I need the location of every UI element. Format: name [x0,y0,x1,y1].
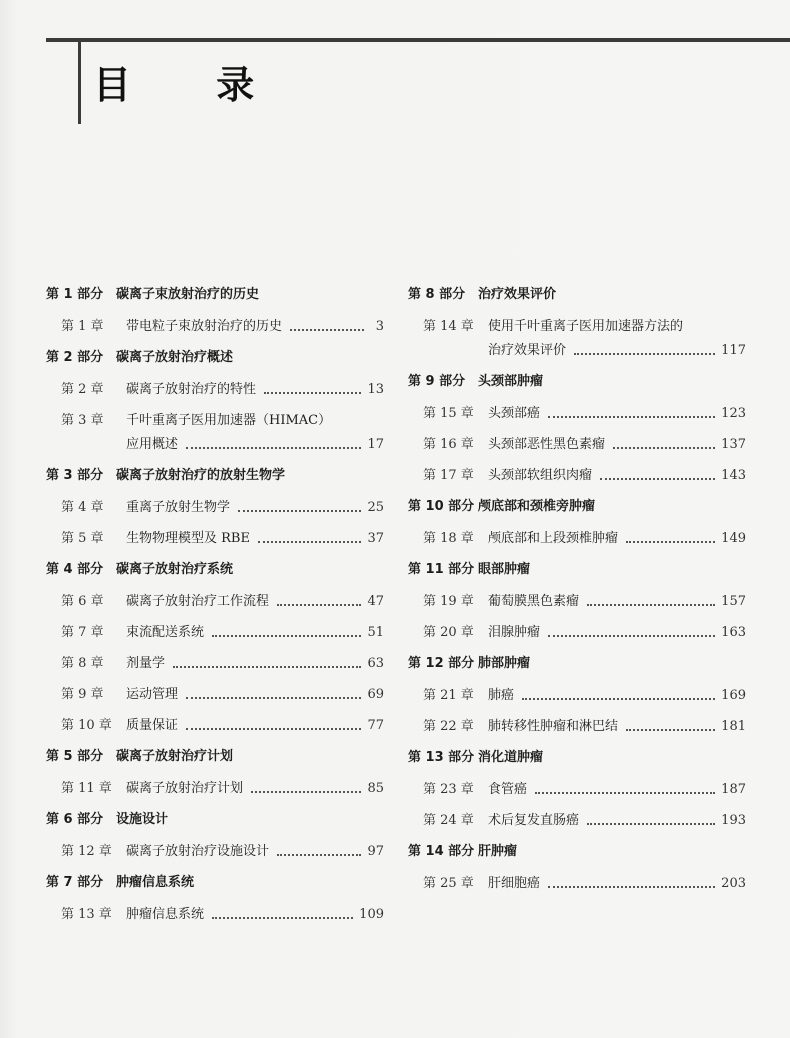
chapter-number: 第 16 章 [423,437,474,452]
toc-column-right [408,284,746,904]
toc-chapter-entry[interactable] [423,778,746,802]
part-number: 第 11 部分 [408,562,475,577]
page-number: 3 [375,319,384,334]
chapter-title: 肿瘤信息系统 [126,907,205,922]
part-number: 第 3 部分 [46,468,104,483]
chapter-number: 第 6 章 [61,594,104,609]
page-number: 123 [721,406,746,421]
chapter-title-row [488,715,746,739]
toc-chapter-entry[interactable] [61,315,384,339]
chapter-title-row [488,778,746,802]
chapter-title: 碳离子放射治疗设施设计 [126,844,270,859]
chapter-title: 头颈部软组织肉瘤 [488,468,593,483]
chapter-number: 第 23 章 [423,782,474,797]
part-number: 第 2 部分 [46,350,104,365]
chapter-title-row [126,409,384,433]
page-number: 187 [721,782,746,797]
toc-chapter-entry[interactable] [423,715,746,739]
chapter-title: 肺转移性肿瘤和淋巴结 [488,719,619,734]
toc-chapter-entry[interactable] [61,621,384,645]
part-title: 肺部肿瘤 [478,656,531,671]
chapter-title: 重离子放射生物学 [126,500,231,515]
chapter-title-row [126,527,384,551]
part-number: 第 7 部分 [46,875,104,890]
part-number: 第 13 部分 [408,750,475,765]
dot-leader [290,328,364,331]
part-title: 头颈部肿瘤 [478,374,544,389]
chapter-title: 碳离子放射治疗的特性 [126,382,257,397]
page-number: 63 [367,656,384,671]
page-number: 37 [367,531,384,546]
chapter-title-block [488,684,746,708]
chapter-title-block [126,903,384,927]
chapter-number: 第 14 章 [423,319,474,334]
toc-chapter-entry[interactable] [61,714,384,738]
part-title: 肝肿瘤 [478,844,518,859]
page-number: 149 [721,531,746,546]
chapter-title-row [488,684,746,708]
toc-part-group [408,841,746,896]
dot-leader [277,603,361,606]
chapter-title-row [488,433,746,457]
page-number: 181 [721,719,746,734]
chapter-number: 第 25 章 [423,876,474,891]
dot-leader [173,665,361,668]
part-title: 设施设计 [116,812,169,827]
toc-part-group [46,284,384,339]
chapter-title-row [488,590,746,614]
toc-chapter-entry[interactable] [423,621,746,645]
chapter-title-row [126,777,384,801]
toc-part-heading[interactable] [408,559,746,581]
toc-part-group [408,559,746,645]
chapter-number: 第 18 章 [423,531,474,546]
chapter-title: 头颈部癌 [488,406,541,421]
dot-leader [626,728,715,731]
toc-part-heading[interactable] [46,347,384,369]
toc-part-heading[interactable] [46,809,384,831]
chapter-title-block [126,840,384,864]
chapter-title-block [126,714,384,738]
chapter-number: 第 3 章 [61,413,104,428]
toc-chapter-entry[interactable] [423,315,746,363]
toc-part-group [408,747,746,833]
chapter-title: 葡萄膜黑色素瘤 [488,594,580,609]
toc-part-group [46,559,384,738]
toc-part-heading[interactable] [46,284,384,306]
toc-chapter-entry[interactable] [61,409,384,457]
dot-leader [587,822,715,825]
chapter-title-block [488,715,746,739]
chapter-title-block [488,527,746,551]
part-title: 消化道肿瘤 [478,750,544,765]
chapter-title-row [126,621,384,645]
dot-leader [186,727,361,730]
chapter-title-row [488,809,746,833]
dot-leader [626,540,715,543]
chapter-title-block [488,464,746,488]
chapter-title: 肺癌 [488,688,515,703]
chapter-title-row [126,683,384,707]
chapter-title-block [488,433,746,457]
chapter-number: 第 2 章 [61,382,104,397]
toc-part-heading[interactable] [408,653,746,675]
chapter-title-row [488,621,746,645]
part-title: 颅底部和颈椎旁肿瘤 [478,499,596,514]
chapter-number: 第 4 章 [61,500,104,515]
toc-chapter-entry[interactable] [61,903,384,927]
dot-leader [548,634,715,637]
chapter-title: 生物物理模型及 RBE [126,531,250,546]
chapter-title: 肝细胞癌 [488,876,541,891]
chapter-title-row [488,464,746,488]
toc-chapter-entry[interactable] [61,590,384,614]
chapter-number: 第 21 章 [423,688,474,703]
chapter-title-block [126,683,384,707]
chapter-title-row [126,315,384,339]
chapter-number: 第 17 章 [423,468,474,483]
chapter-title: 碳离子放射治疗计划 [126,781,244,796]
page-number: 69 [367,687,384,702]
chapter-title-row [126,433,384,457]
toc-chapter-entry[interactable] [423,464,746,488]
toc-column-left [46,284,384,935]
toc-chapter-entry[interactable] [61,777,384,801]
chapter-title: 术后复发直肠癌 [488,813,580,828]
dot-leader [251,790,361,793]
toc-chapter-entry[interactable] [423,527,746,551]
part-number: 第 1 部分 [46,287,104,302]
top-rule [46,38,790,42]
chapter-number: 第 20 章 [423,625,474,640]
page-number: 117 [721,343,746,358]
toc-part-group [408,496,746,551]
dot-leader [277,853,361,856]
chapter-number: 第 10 章 [61,718,112,733]
chapter-title: 泪腺肿瘤 [488,625,541,640]
toc-part-group [408,284,746,363]
chapter-title: 运动管理 [126,687,179,702]
chapter-title: 食管癌 [488,782,528,797]
page-number: 77 [367,718,384,733]
chapter-title-row [126,652,384,676]
chapter-title-block [488,621,746,645]
chapter-title-block [488,809,746,833]
toc-chapter-entry[interactable] [61,378,384,402]
part-number: 第 4 部分 [46,562,104,577]
toc-part-group [408,371,746,488]
chapter-number: 第 8 章 [61,656,104,671]
part-title: 碳离子放射治疗系统 [116,562,234,577]
chapter-title-block [488,872,746,896]
toc-part-heading[interactable] [408,371,746,393]
toc-chapter-entry[interactable] [61,840,384,864]
dot-leader [212,634,361,637]
page-number: 109 [359,907,384,922]
dot-leader [186,446,361,449]
chapter-title-row [126,840,384,864]
toc-part-heading[interactable] [408,496,746,518]
toc-part-group [46,465,384,551]
toc-part-group [46,809,384,864]
dot-leader [548,885,715,888]
chapter-title-block [126,621,384,645]
part-number: 第 10 部分 [408,499,475,514]
toc-chapter-entry[interactable] [61,527,384,551]
chapter-title-row [126,714,384,738]
chapter-title: 应用概述 [126,437,179,452]
dot-leader [212,916,353,919]
dot-leader [186,696,361,699]
page-number: 137 [721,437,746,452]
page-number: 203 [721,876,746,891]
dot-leader [600,477,715,480]
toc-chapter-entry[interactable] [423,872,746,896]
chapter-title-row [126,496,384,520]
chapter-number: 第 11 章 [61,781,112,796]
page-title: 目 录 [93,63,291,107]
part-title: 肿瘤信息系统 [116,875,195,890]
chapter-title: 千叶重离子医用加速器（HIMAC） [126,413,332,428]
chapter-number: 第 13 章 [61,907,112,922]
chapter-number: 第 15 章 [423,406,474,421]
chapter-title-block [126,409,384,457]
part-title: 碳离子放射治疗的放射生物学 [116,468,286,483]
toc-chapter-entry[interactable] [61,496,384,520]
dot-leader [258,540,361,543]
page-number: 169 [721,688,746,703]
page-number: 47 [367,594,384,609]
toc-part-group [46,347,384,457]
chapter-title-block [126,315,384,339]
dot-leader [238,509,361,512]
toc-part-heading[interactable] [46,559,384,581]
chapter-title-block [126,527,384,551]
chapter-title-block [488,778,746,802]
chapter-title: 束流配送系统 [126,625,205,640]
page-number: 85 [367,781,384,796]
toc-part-heading[interactable] [408,747,746,769]
toc-chapter-entry[interactable] [423,433,746,457]
chapter-number: 第 19 章 [423,594,474,609]
part-number: 第 5 部分 [46,749,104,764]
toc-part-heading[interactable] [46,746,384,768]
page-number: 193 [721,813,746,828]
chapter-title-block [126,652,384,676]
page-number: 97 [367,844,384,859]
toc-part-group [46,746,384,801]
toc-part-heading[interactable] [46,465,384,487]
toc-chapter-entry[interactable] [61,683,384,707]
chapter-title: 带电粒子束放射治疗的历史 [126,319,283,334]
part-number: 第 12 部分 [408,656,475,671]
part-title: 治疗效果评价 [478,287,557,302]
chapter-number: 第 7 章 [61,625,104,640]
part-title: 碳离子放射治疗计划 [116,749,234,764]
chapter-number: 第 12 章 [61,844,112,859]
chapter-title-row [126,378,384,402]
part-number: 第 9 部分 [408,374,466,389]
chapter-title-block [488,590,746,614]
toc-chapter-entry[interactable] [423,402,746,426]
toc-part-group [46,872,384,927]
dot-leader [587,603,715,606]
chapter-number: 第 9 章 [61,687,104,702]
chapter-title-row [488,339,746,363]
dot-leader [535,791,715,794]
chapter-number: 第 24 章 [423,813,474,828]
chapter-title: 治疗效果评价 [488,343,567,358]
chapter-title-block [488,402,746,426]
chapter-title-block [126,777,384,801]
page-number: 143 [721,468,746,483]
chapter-title-block [488,315,746,363]
toc-chapter-entry[interactable] [61,652,384,676]
chapter-title-row [488,527,746,551]
chapter-title: 使用千叶重离子医用加速器方法的 [488,319,684,334]
page-number: 17 [367,437,384,452]
part-title: 碳离子放射治疗概述 [116,350,234,365]
page-number: 51 [367,625,384,640]
toc-chapter-entry[interactable] [423,684,746,708]
toc-chapter-entry[interactable] [423,590,746,614]
toc-part-heading[interactable] [46,872,384,894]
chapter-title: 剂量学 [126,656,166,671]
title-bar [78,42,81,124]
part-number: 第 14 部分 [408,844,475,859]
toc-part-heading[interactable] [408,284,746,306]
page-number: 157 [721,594,746,609]
chapter-number: 第 5 章 [61,531,104,546]
toc-part-group [408,653,746,739]
chapter-title: 头颈部恶性黑色素瘤 [488,437,606,452]
chapter-title-row [126,903,384,927]
chapter-title-row [488,402,746,426]
chapter-title-row [488,872,746,896]
page-number: 25 [367,500,384,515]
dot-leader [613,446,715,449]
part-number: 第 8 部分 [408,287,466,302]
chapter-title-row [126,590,384,614]
dot-leader [264,391,361,394]
toc-chapter-entry[interactable] [423,809,746,833]
toc-part-heading[interactable] [408,841,746,863]
dot-leader [574,352,715,355]
chapter-title-block [126,590,384,614]
page-number: 163 [721,625,746,640]
dot-leader [548,415,715,418]
chapter-title: 颅底部和上段颈椎肿瘤 [488,531,619,546]
chapter-title: 质量保证 [126,718,179,733]
part-title: 碳离子束放射治疗的历史 [116,287,260,302]
part-number: 第 6 部分 [46,812,104,827]
part-title: 眼部肿瘤 [478,562,531,577]
chapter-number: 第 22 章 [423,719,474,734]
chapter-title-row [488,315,746,339]
chapter-title-block [126,496,384,520]
dot-leader [522,697,715,700]
chapter-number: 第 1 章 [61,319,104,334]
page-number: 13 [367,382,384,397]
chapter-title: 碳离子放射治疗工作流程 [126,594,270,609]
chapter-title-block [126,378,384,402]
